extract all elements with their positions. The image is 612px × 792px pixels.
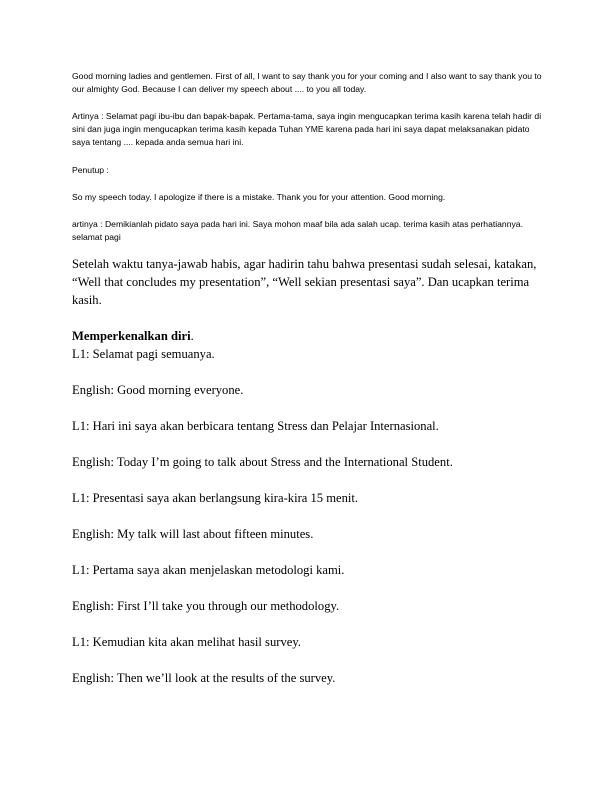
l1-line: L1: Selamat pagi semuanya. (72, 347, 215, 361)
english-line: English: My talk will last about fifteen minutes. (72, 527, 314, 541)
english-opening-paragraph: Good morning ladies and gentlemen. First of all, I want to say thank you for your coming and I also want to say thank you to our almighty God. Because I can deliver my speech about .... to you all today. (72, 71, 542, 94)
section-heading (72, 327, 542, 345)
l1-line: L1: Hari ini saya akan berbicara tentang Stress dan Pelajar Internasional. (72, 419, 439, 433)
section-heading-text: Memperkenalkan diri (72, 329, 191, 343)
section-heading-period: . (190, 329, 194, 343)
english-line: English: Good morning everyone. (72, 383, 244, 397)
qa-closing-paragraph: Setelah waktu tanya-jawab habis, agar hadirin tahu bahwa presentasi sudah selesai, katakan, “Well that concludes my presentation”, “Well sekian presentasi saya”. Dan ucapkan terima kasih. (72, 257, 537, 307)
l1-line: L1: Pertama saya akan menjelaskan metodologi kami. (72, 563, 345, 577)
artinya-closing-paragraph: artinya : Demikianlah pidato saya pada hari ini. Saya mohon maaf bila ada salah ucap. terima kasih atas perhatiannya. selamat pagi (72, 219, 523, 242)
english-line: English: Today I’m going to talk about Stress and the International Student. (72, 455, 453, 469)
english-line: English: Then we’ll look at the results of the survey. (72, 671, 336, 685)
l1-line: L1: Presentasi saya akan berlangsung kira-kira 15 menit. (72, 491, 359, 505)
english-closing-paragraph: So my speech today. I apologize if there is a mistake. Thank you for your attention. Good morning. (72, 192, 446, 202)
l1-line: L1: Kemudian kita akan melihat hasil survey. (72, 635, 301, 649)
artinya-opening-paragraph: Artinya : Selamat pagi ibu-ibu dan bapak-bapak. Pertama-tama, saya ingin mengucapkan terima kasih karena telah hadir di sini dan juga ingin mengucapkan terima kasih kepada Tuhan YME karena pada hari ini saya dapat melaksanakan pidato saya tentang .... kepada anda semua hari ini. (72, 111, 542, 147)
penutup-label: Penutup : (72, 165, 109, 175)
english-line: English: First I’ll take you through our methodology. (72, 599, 340, 613)
